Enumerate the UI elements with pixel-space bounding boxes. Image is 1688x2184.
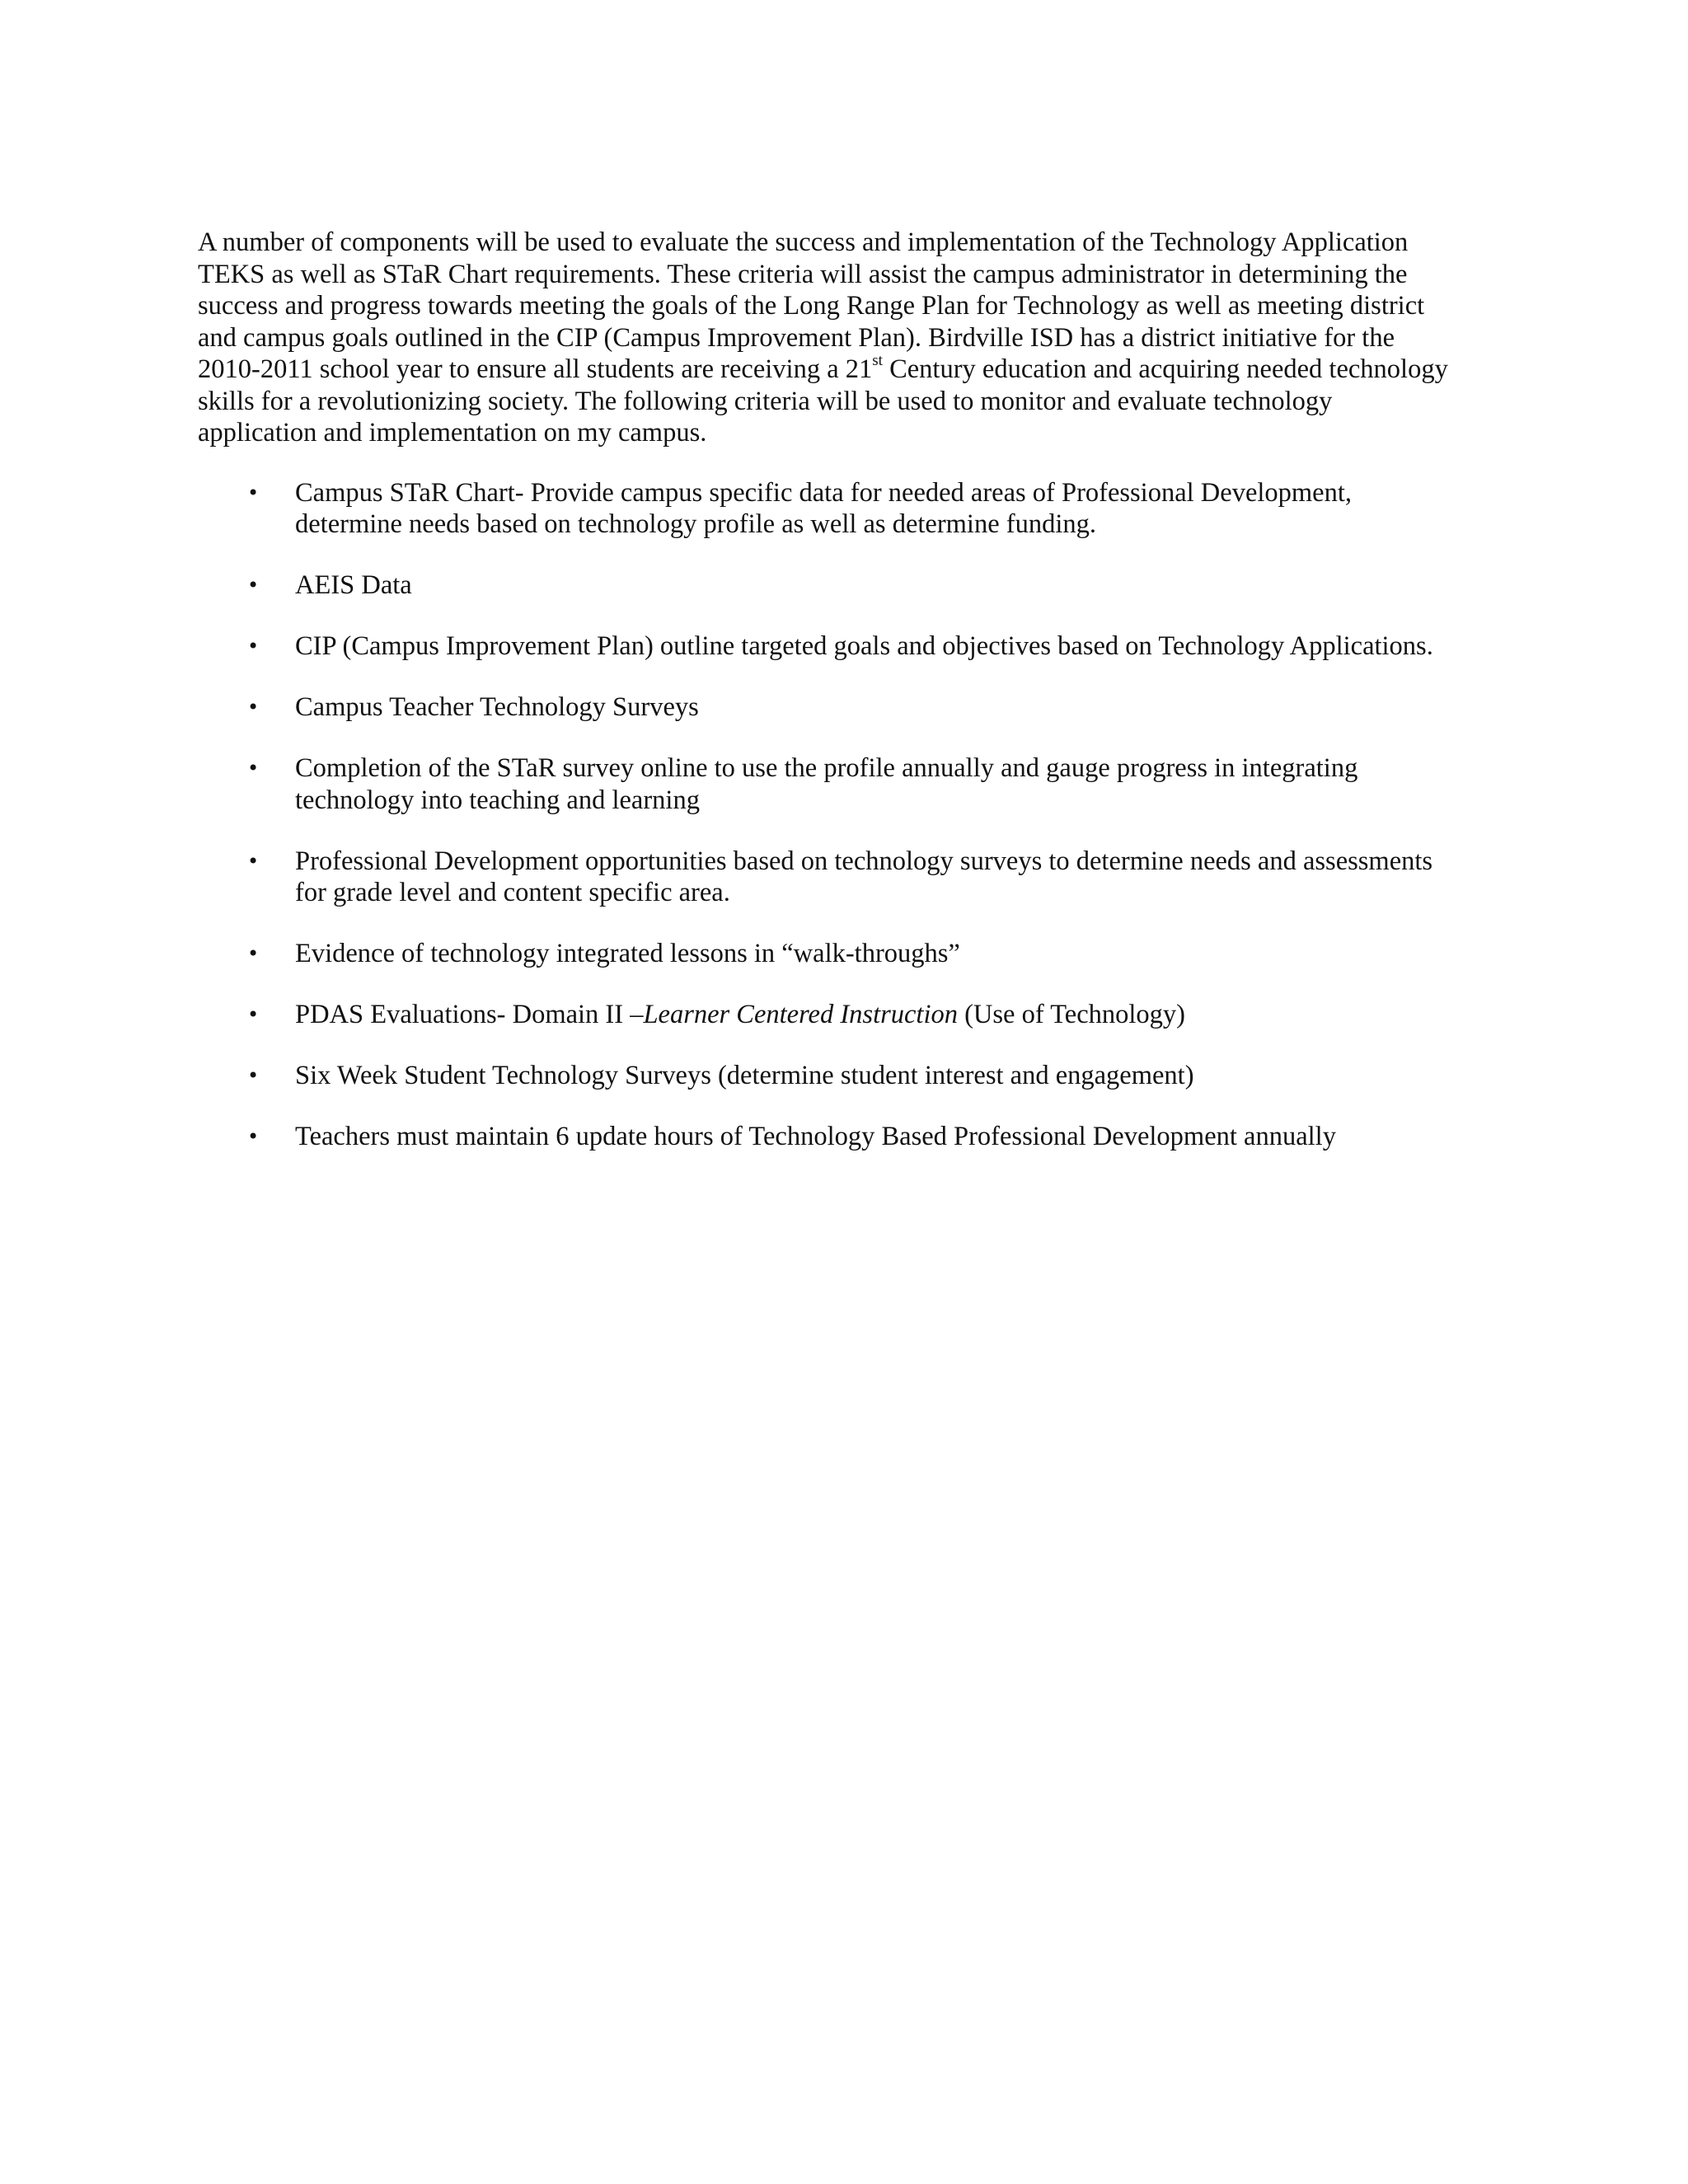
intro-line: skills for a revolutionizing society. The following criteria will be used to monitor and evaluate technology [198, 386, 1333, 416]
list-item-text-prefix: PDAS Evaluations- Domain II – [295, 1000, 644, 1029]
bullet-icon: • [247, 696, 260, 719]
list-item [198, 1060, 1484, 1092]
bullet-icon: • [247, 574, 260, 597]
list-item-text: Evidence of technology integrated lessons in “walk-throughs” [295, 939, 960, 968]
list-item-text: for grade level and content specific area. [295, 878, 730, 907]
bullet-icon: • [247, 942, 260, 965]
list-item-text: Campus Teacher Technology Surveys [295, 692, 699, 722]
list-item-text-suffix: (Use of Technology) [957, 1000, 1185, 1029]
list-item [198, 691, 1484, 724]
list-item [198, 938, 1484, 970]
intro-text: Century education and acquiring needed technology [882, 354, 1448, 384]
list-item-text-italic: Learner Centered Instruction [643, 1000, 958, 1029]
list-item-text: Teachers must maintain 6 update hours of Technology Based Professional Development annually [295, 1122, 1336, 1151]
list-item-text: Campus STaR Chart- Provide campus specific data for needed areas of Professional Development, [295, 477, 1353, 508]
list-item-text: Completion of the STaR survey online to use the profile annually and gauge progress in integrating [295, 753, 1358, 783]
intro-line: success and progress towards meeting the goals of the Long Range Plan for Technology as well as meeting district [198, 291, 1425, 321]
list-item-text: technology into teaching and learning [295, 785, 700, 815]
ordinal-superscript: st [872, 352, 883, 370]
list-item [198, 752, 1484, 816]
intro-text: 2010-2011 school year to ensure all students are receiving a 21 [198, 354, 873, 384]
intro-line: A number of components will be used to evaluate the success and implementation of the Technology Application [198, 227, 1409, 257]
bullet-icon: • [247, 480, 260, 504]
list-item [198, 569, 1484, 602]
list-item [198, 846, 1484, 909]
criteria-list [198, 477, 1484, 1153]
bullet-icon: • [247, 1003, 260, 1026]
list-item-text: CIP (Campus Improvement Plan) outline targeted goals and objectives based on Technology Applications. [295, 631, 1433, 661]
bullet-icon: • [247, 849, 260, 873]
bullet-icon: • [247, 757, 260, 780]
intro-line [198, 354, 1484, 386]
bullet-icon: • [247, 1064, 260, 1087]
list-item [198, 630, 1484, 663]
intro-line: and campus goals outlined in the CIP (Campus Improvement Plan). Birdville ISD has a district initiative for the [198, 322, 1395, 353]
list-item-text: AEIS Data [295, 570, 412, 600]
bullet-icon: • [247, 635, 260, 658]
intro-line: application and implementation on my campus. [198, 418, 707, 448]
list-item-text [295, 999, 1484, 1031]
bullet-icon: • [247, 1125, 260, 1148]
list-item [198, 999, 1484, 1031]
document-body [198, 227, 1484, 1182]
list-item-text: Six Week Student Technology Surveys (determine student interest and engagement) [295, 1061, 1194, 1090]
list-item [198, 477, 1484, 541]
list-item-text: determine needs based on technology profile as well as determine funding. [295, 509, 1096, 539]
list-item [198, 1121, 1484, 1153]
intro-line: TEKS as well as STaR Chart requirements. These criteria will assist the campus administrator in determining the [198, 259, 1408, 289]
list-item-text: Professional Development opportunities based on technology surveys to determine needs and assessments [295, 846, 1433, 876]
intro-paragraph [198, 227, 1484, 449]
